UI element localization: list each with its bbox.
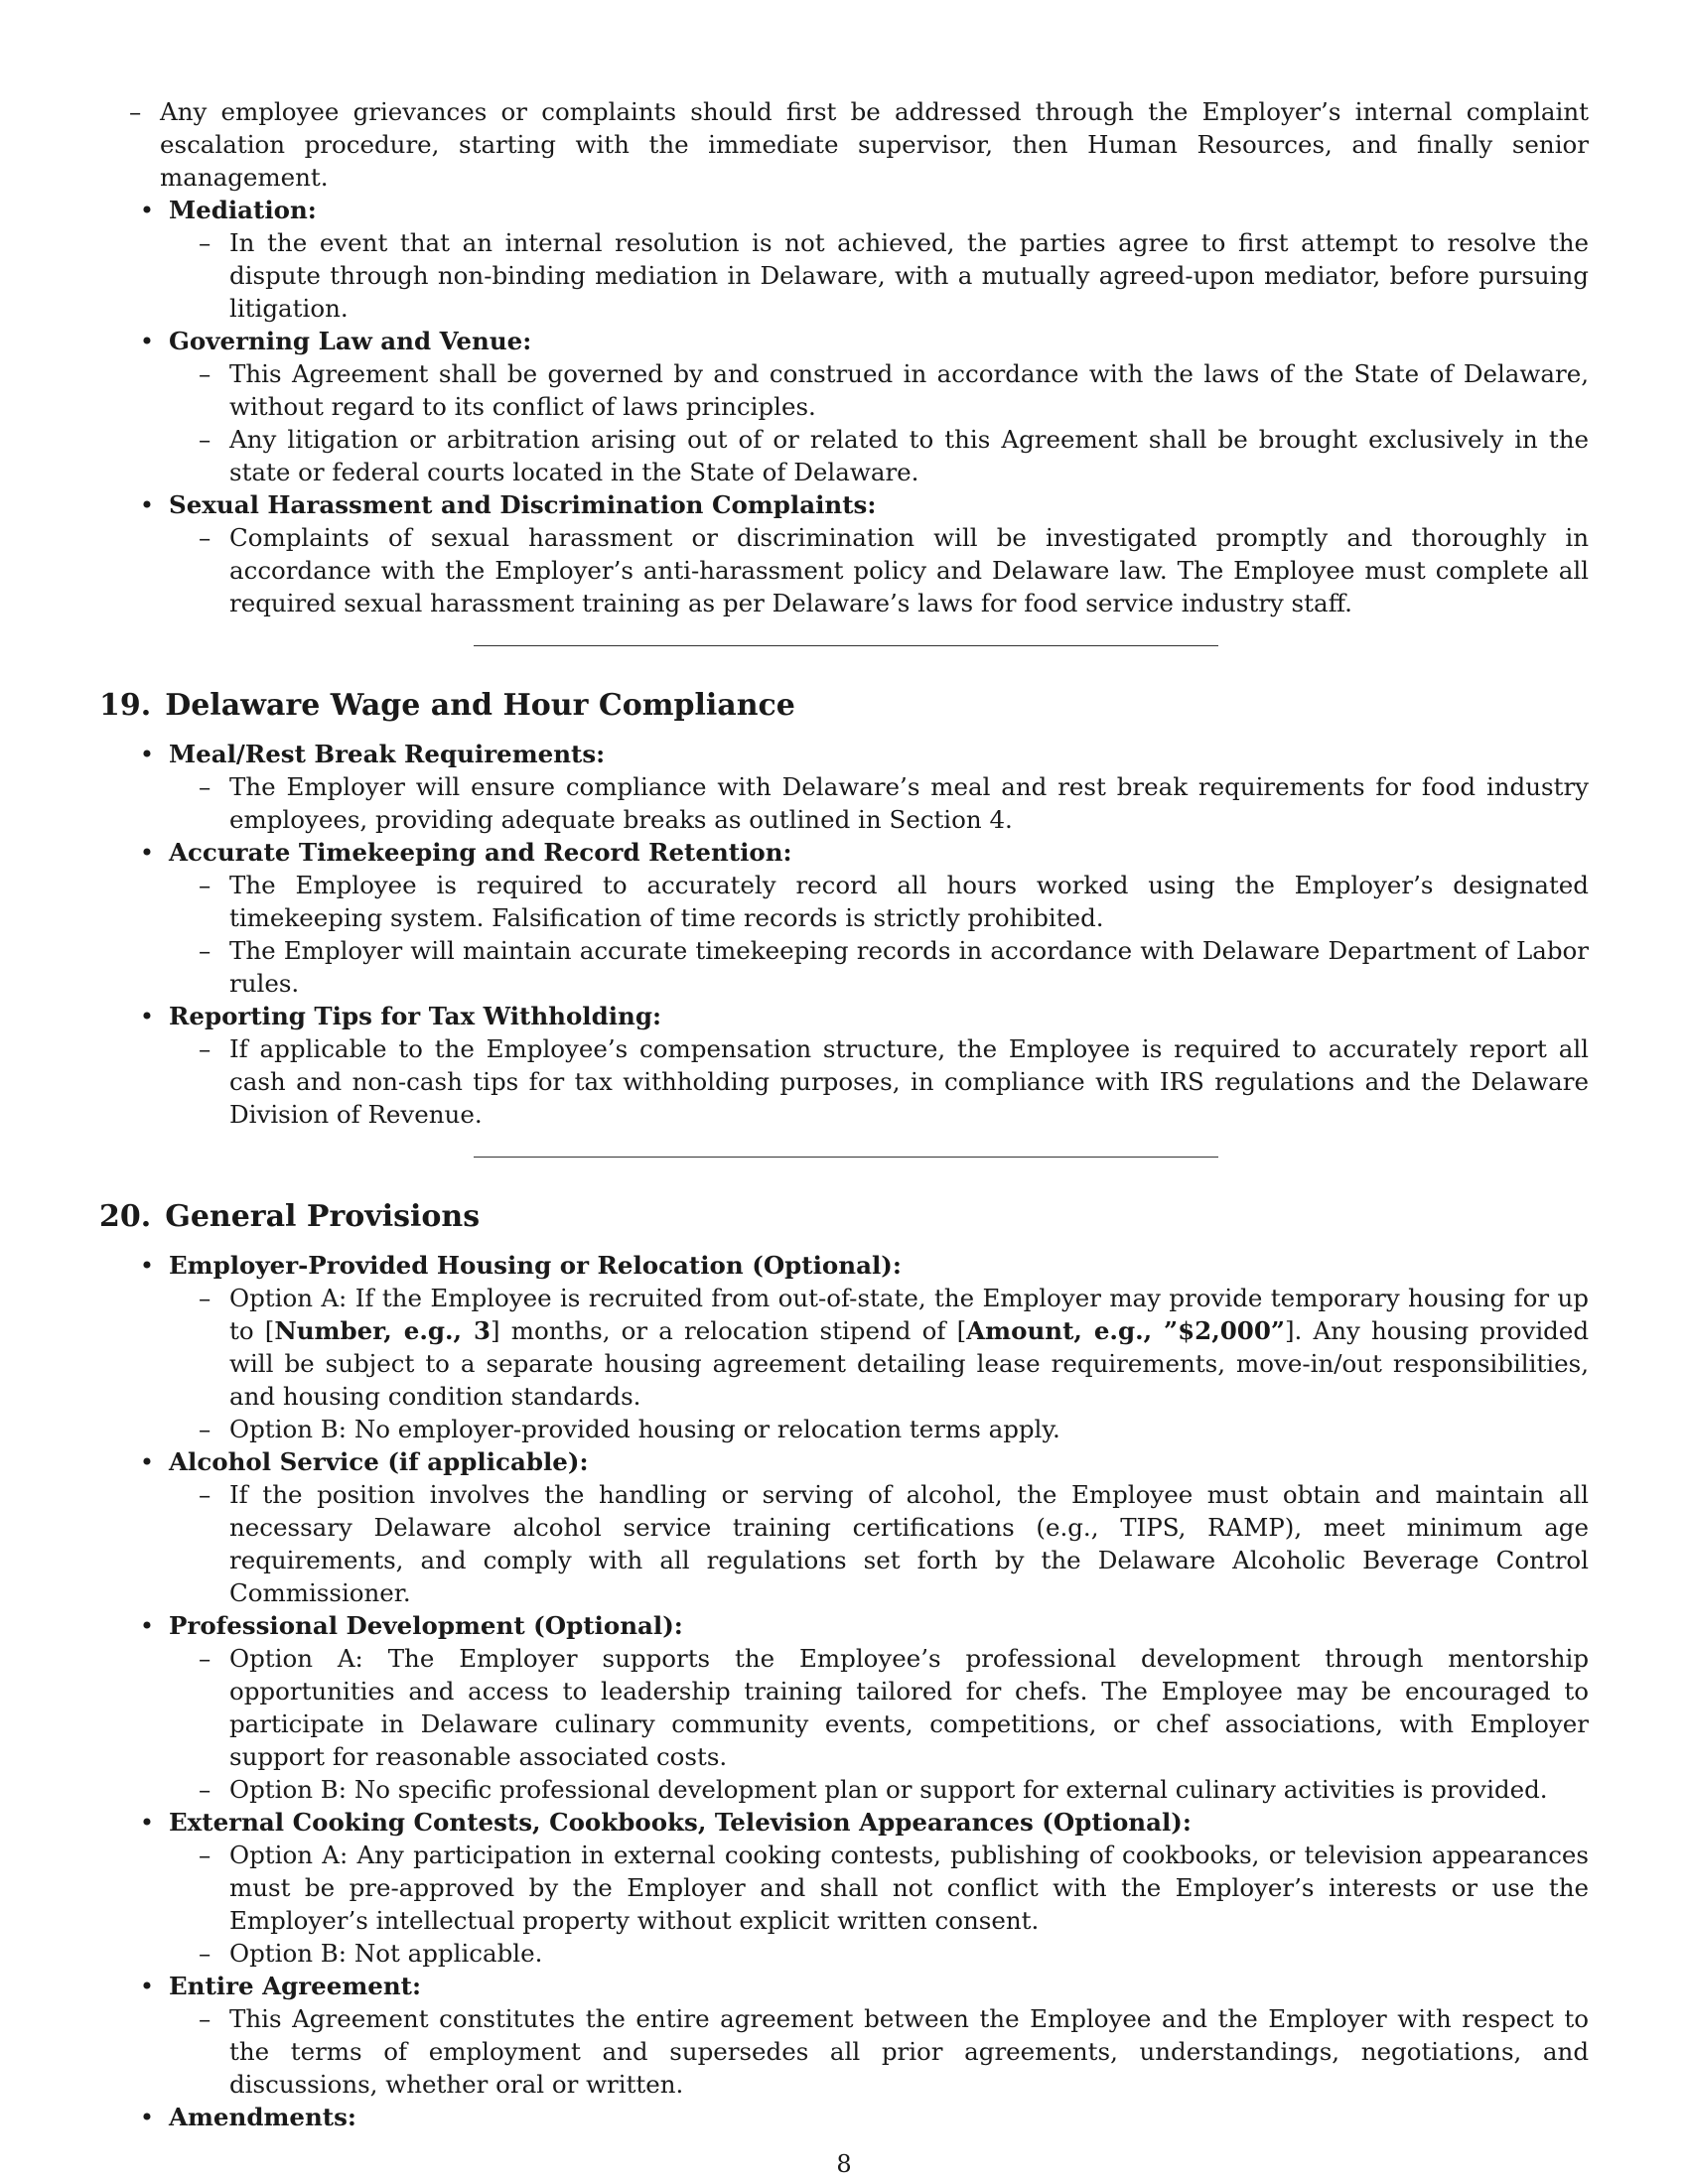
item-text: Complaints of sexual harassment or discrimination will be investigated promptly and thoroughly in accordance with the Employer’s anti-harassment policy and Delaware law. The Employee must complete all required sexual harassment training as per Delaware’s laws for food service industry staff. — [229, 523, 1589, 617]
bullet-marker: • — [139, 1972, 155, 2000]
section-divider — [474, 1157, 1218, 1158]
continuation-text: Any employee grievances or complaints should first be addressed through the Employer’s internal complaint escalation procedure, starting with the immediate supervisor, then Human Resources, and finally senior management. — [160, 97, 1589, 192]
section-20-list — [99, 1249, 1589, 2133]
item-text: Option B: No employer-provided housing or relocation terms apply. — [229, 1415, 1060, 1443]
bullet-label: Sexual Harassment and Discrimination Complaints: — [169, 490, 877, 519]
bullet-label: External Cooking Contests, Cookbooks, Television Appearances (Optional): — [169, 1808, 1192, 1837]
dash-marker: – — [199, 1480, 211, 1509]
list-item — [169, 869, 1589, 934]
page-content — [99, 95, 1589, 2133]
list-item — [169, 1478, 1589, 1609]
bullet-marker: • — [139, 196, 155, 224]
item-text — [229, 1284, 1589, 1411]
bullet-amendments — [99, 2101, 1589, 2133]
list-item — [169, 1937, 1589, 1970]
placeholder-amount: Amount, e.g., ”$2,000” — [966, 1316, 1285, 1345]
dash-marker: – — [199, 1841, 211, 1869]
bullet-reporting-tips — [99, 1000, 1589, 1131]
bullet-label: Professional Development (Optional): — [169, 1611, 683, 1640]
list-item — [169, 1413, 1589, 1445]
bullet-label: Accurate Timekeeping and Record Retention: — [169, 838, 792, 867]
page-number: 8 — [836, 2150, 852, 2178]
bullet-marker: • — [139, 1251, 155, 1280]
section-title: Delaware Wage and Hour Compliance — [165, 688, 795, 723]
section-title: General Provisions — [165, 1199, 481, 1234]
item-text: This Agreement constitutes the entire agreement between the Employee and the Employer with respect to the terms of employment and supersedes all prior agreements, understandings, negotiations, and discussions, whether oral or written. — [229, 2004, 1589, 2099]
bullet-label: Alcohol Service (if applicable): — [169, 1447, 589, 1476]
item-text: This Agreement shall be governed by and construed in accordance with the laws of the State of Delaware, without regard to its conflict of laws principles. — [229, 359, 1589, 421]
bullet-meal-rest — [99, 738, 1589, 836]
list-item — [169, 357, 1589, 423]
bullet-label: Amendments: — [169, 2103, 356, 2131]
section-number: 20. — [99, 1199, 152, 1234]
bullet-marker: • — [139, 740, 155, 768]
bullet-timekeeping — [99, 836, 1589, 1000]
top-continuation-list — [99, 95, 1589, 194]
item-text: The Employee is required to accurately record all hours worked using the Employer’s designated timekeeping system. Falsification of time records is strictly prohibited. — [229, 871, 1589, 932]
bullet-professional-development — [99, 1609, 1589, 1806]
list-item — [169, 226, 1589, 325]
bullet-marker: • — [139, 2103, 155, 2131]
dash-marker: – — [199, 425, 211, 454]
dash-marker: – — [199, 523, 211, 552]
list-item — [99, 95, 1589, 194]
section-divider — [474, 645, 1218, 646]
bullet-external-cooking — [99, 1806, 1589, 1970]
bullet-label: Meal/Rest Break Requirements: — [169, 740, 606, 768]
dash-marker: – — [199, 1284, 211, 1312]
bullet-housing — [99, 1249, 1589, 1445]
dash-marker: – — [199, 1775, 211, 1804]
dash-marker: – — [199, 359, 211, 388]
bullet-marker: • — [139, 490, 155, 519]
dash-marker: – — [199, 871, 211, 899]
bullet-harassment-complaints — [99, 488, 1589, 619]
section-19-heading — [99, 686, 1589, 726]
item-text: Option A: Any participation in external cooking contests, publishing of cookbooks, or television appearances must be pre-approved by the Employer and shall not conflict with the Employer’s interests or use the Employer’s intellectual property without explicit written consent. — [229, 1841, 1589, 1935]
bullet-marker: • — [139, 838, 155, 867]
dash-marker: – — [199, 1939, 211, 1968]
list-item — [169, 1282, 1589, 1413]
item-text: The Employer will maintain accurate timekeeping records in accordance with Delaware Department of Labor rules. — [229, 936, 1589, 998]
bullet-marker: • — [139, 1808, 155, 1837]
bullet-marker: • — [139, 327, 155, 355]
list-item — [169, 423, 1589, 488]
item-text: In the event that an internal resolution is not achieved, the parties agree to first attempt to resolve the dispute through non-binding mediation in Delaware, with a mutually agreed-upon mediator, before pursuing litigation. — [229, 228, 1589, 323]
bullet-marker: • — [139, 1002, 155, 1030]
bullet-entire-agreement — [99, 1970, 1589, 2101]
item-text: If applicable to the Employee’s compensation structure, the Employee is required to accurately report all cash and non-cash tips for tax withholding purposes, in compliance with IRS regulations and the Delaware Division of Revenue. — [229, 1034, 1589, 1129]
section-number: 19. — [99, 688, 152, 723]
dash-marker: – — [199, 1644, 211, 1673]
item-text: Option B: Not applicable. — [229, 1939, 543, 1968]
item-text: Option B: No specific professional development plan or support for external culinary activities is provided. — [229, 1775, 1548, 1804]
text-fragment: Option A: If the Employee is recruited from out-of-state, the Employer may provide temporary housing for up to [ — [229, 1284, 1589, 1345]
bullet-label: Governing Law and Venue: — [169, 327, 532, 355]
text-fragment: ]. Any housing provided will be subject to a separate housing agreement detailing lease requirements, move-in/out responsibilities, and housing condition standards. — [229, 1316, 1590, 1411]
item-text: If the position involves the handling or serving of alcohol, the Employee must obtain and maintain all necessary Delaware alcohol service training certifications (e.g., TIPS, RAMP), meet minimum age requirements, and comply with all regulations set forth by the Delaware Alcoholic Beverage Control Commissioner. — [229, 1480, 1589, 1607]
bullet-marker: • — [139, 1611, 155, 1640]
section-19-list — [99, 738, 1589, 1131]
bullet-mediation — [99, 194, 1589, 325]
top-bullet-list — [99, 194, 1589, 619]
item-text: Option A: The Employer supports the Employee’s professional development through mentorship opportunities and access to leadership training tailored for chefs. The Employee may be encouraged to participate in Delaware culinary community events, competitions, or chef associations, with Employer support for reasonable associated costs. — [229, 1644, 1589, 1771]
item-text: The Employer will ensure compliance with Delaware’s meal and rest break requirements for food industry employees, providing adequate breaks as outlined in Section 4. — [229, 772, 1589, 834]
list-item — [169, 934, 1589, 1000]
dash-marker: – — [199, 1034, 211, 1063]
text-fragment: ] months, or a relocation stipend of [ — [491, 1316, 967, 1345]
placeholder-number: Number, e.g., 3 — [274, 1316, 492, 1345]
list-item — [169, 1839, 1589, 1937]
list-item — [169, 1032, 1589, 1131]
dash-marker: – — [199, 2004, 211, 2033]
list-item — [169, 2002, 1589, 2101]
dash-marker: – — [199, 228, 211, 257]
list-item — [169, 1642, 1589, 1773]
list-item — [169, 770, 1589, 836]
bullet-label: Reporting Tips for Tax Withholding: — [169, 1002, 662, 1030]
dash-marker: – — [129, 97, 142, 126]
dash-marker: – — [199, 1415, 211, 1443]
bullet-marker: • — [139, 1447, 155, 1476]
list-item — [169, 521, 1589, 619]
list-item — [169, 1773, 1589, 1806]
bullet-label: Employer-Provided Housing or Relocation (Optional): — [169, 1251, 902, 1280]
bullet-governing-law — [99, 325, 1589, 488]
bullet-label: Mediation: — [169, 196, 317, 224]
bullet-alcohol-service — [99, 1445, 1589, 1609]
item-text: Any litigation or arbitration arising out of or related to this Agreement shall be brought exclusively in the state or federal courts located in the State of Delaware. — [229, 425, 1589, 486]
section-20-heading — [99, 1197, 1589, 1237]
bullet-label: Entire Agreement: — [169, 1972, 422, 2000]
dash-marker: – — [199, 936, 211, 965]
dash-marker: – — [199, 772, 211, 801]
